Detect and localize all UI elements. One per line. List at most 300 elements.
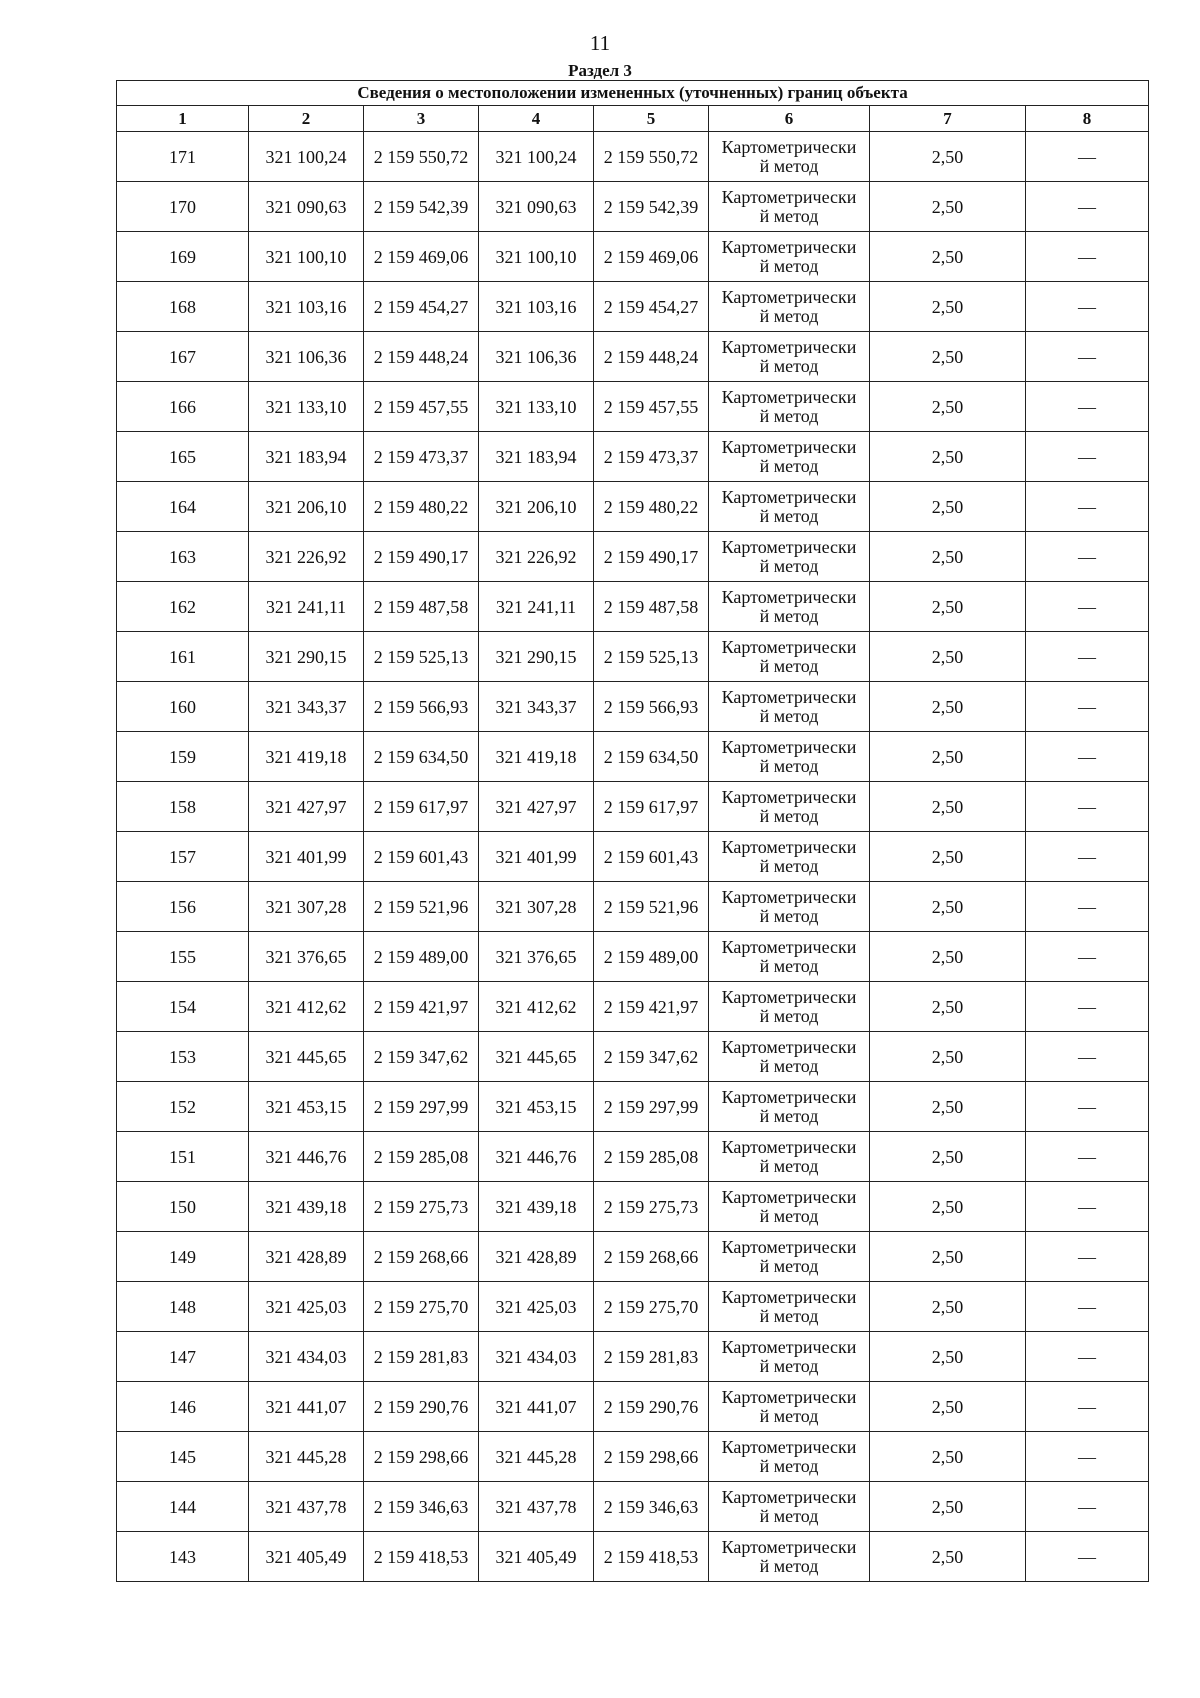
table-row: [117, 732, 1149, 782]
table-row: [117, 482, 1149, 532]
column-header: 6: [709, 106, 870, 132]
coordinate-cell: 321 434,03: [479, 1332, 594, 1382]
method-text: Картометрически: [721, 936, 857, 957]
method-text: Картометрически: [721, 636, 857, 657]
table-row: [117, 282, 1149, 332]
description-cell: —: [1026, 982, 1149, 1032]
column-header: 3: [364, 106, 479, 132]
coordinate-cell: 2 159 418,53: [364, 1532, 479, 1582]
description-cell: —: [1026, 132, 1149, 182]
method-text: Картометрически: [721, 1386, 857, 1407]
coordinate-cell: 2 159 487,58: [594, 582, 709, 632]
description-cell: —: [1026, 482, 1149, 532]
table-row: [117, 1182, 1149, 1232]
method-text: Картометрически: [721, 336, 857, 357]
coordinate-cell: 2 159 457,55: [364, 382, 479, 432]
table-row: [117, 932, 1149, 982]
coordinate-cell: 321 445,28: [249, 1432, 364, 1482]
description-cell: —: [1026, 1532, 1149, 1582]
accuracy-cell: 2,50: [870, 1282, 1026, 1332]
coordinate-cell: 2 159 487,58: [364, 582, 479, 632]
method-cell: [709, 682, 870, 732]
coordinate-cell: 321 405,49: [479, 1532, 594, 1582]
method-text: Картометрически: [721, 986, 857, 1007]
table-row: [117, 1132, 1149, 1182]
method-cell: [709, 832, 870, 882]
description-cell: —: [1026, 1482, 1149, 1532]
method-cell: [709, 182, 870, 232]
point-number-cell: 151: [117, 1132, 249, 1182]
coordinate-cell: 321 106,36: [249, 332, 364, 382]
coordinate-cell: 321 446,76: [249, 1132, 364, 1182]
method-text: Картометрически: [721, 686, 857, 707]
coordinate-cell: 2 159 285,08: [594, 1132, 709, 1182]
method-cell: [709, 282, 870, 332]
point-number-cell: 160: [117, 682, 249, 732]
table-row: [117, 632, 1149, 682]
coordinate-cell: 321 445,65: [479, 1032, 594, 1082]
coordinate-cell: 2 159 454,27: [594, 282, 709, 332]
point-number-cell: 154: [117, 982, 249, 1032]
coordinate-cell: 321 439,18: [479, 1182, 594, 1232]
accuracy-cell: 2,50: [870, 332, 1026, 382]
method-text: й метод: [759, 1455, 819, 1476]
method-text: й метод: [759, 955, 819, 976]
point-number-cell: 169: [117, 232, 249, 282]
description-cell: —: [1026, 1232, 1149, 1282]
description-cell: —: [1026, 632, 1149, 682]
table-row: [117, 582, 1149, 632]
coordinate-cell: 2 159 480,22: [364, 482, 479, 532]
method-text: й метод: [759, 1155, 819, 1176]
method-cell: [709, 1482, 870, 1532]
coordinate-cell: 321 307,28: [249, 882, 364, 932]
method-text: Картометрически: [721, 1286, 857, 1307]
table-row: [117, 1082, 1149, 1132]
method-text: й метод: [759, 355, 819, 376]
description-cell: —: [1026, 382, 1149, 432]
description-cell: —: [1026, 332, 1149, 382]
description-cell: —: [1026, 882, 1149, 932]
method-cell: [709, 1182, 870, 1232]
description-cell: —: [1026, 182, 1149, 232]
method-cell: [709, 1332, 870, 1382]
coordinate-cell: 321 343,37: [249, 682, 364, 732]
method-text: Картометрически: [721, 786, 857, 807]
point-number-cell: 168: [117, 282, 249, 332]
accuracy-cell: 2,50: [870, 632, 1026, 682]
table-row: [117, 182, 1149, 232]
coordinate-cell: 2 159 346,63: [594, 1482, 709, 1532]
table-body: [117, 132, 1149, 1582]
table-title: Сведения о местоположении измененных (уточненных) границ объекта: [117, 81, 1149, 106]
coordinate-cell: 2 159 634,50: [594, 732, 709, 782]
accuracy-cell: 2,50: [870, 182, 1026, 232]
coordinate-cell: 2 159 550,72: [364, 132, 479, 182]
coordinate-cell: 321 412,62: [479, 982, 594, 1032]
table-row: [117, 132, 1149, 182]
method-cell: [709, 332, 870, 382]
table-row: [117, 832, 1149, 882]
accuracy-cell: 2,50: [870, 1032, 1026, 1082]
coordinate-cell: 2 159 457,55: [594, 382, 709, 432]
coordinate-cell: 2 159 521,96: [364, 882, 479, 932]
method-text: й метод: [759, 1055, 819, 1076]
coordinate-cell: 321 103,16: [479, 282, 594, 332]
method-cell: [709, 1382, 870, 1432]
table-title-row: [117, 81, 1149, 106]
description-cell: —: [1026, 832, 1149, 882]
table-row: [117, 1232, 1149, 1282]
coordinate-cell: 321 428,89: [479, 1232, 594, 1282]
table-row: [117, 1332, 1149, 1382]
accuracy-cell: 2,50: [870, 432, 1026, 482]
coordinate-cell: 321 100,24: [249, 132, 364, 182]
coordinate-cell: 321 401,99: [479, 832, 594, 882]
point-number-cell: 148: [117, 1282, 249, 1332]
coordinate-cell: 2 159 421,97: [364, 982, 479, 1032]
coordinate-cell: 2 159 550,72: [594, 132, 709, 182]
coordinate-cell: 321 376,65: [249, 932, 364, 982]
coordinate-cell: 321 226,92: [479, 532, 594, 582]
method-text: Картометрически: [721, 186, 857, 207]
point-number-cell: 165: [117, 432, 249, 482]
coordinate-cell: 321 427,97: [479, 782, 594, 832]
coordinate-cell: 321 206,10: [479, 482, 594, 532]
point-number-cell: 153: [117, 1032, 249, 1082]
coordinate-cell: 321 425,03: [479, 1282, 594, 1332]
coordinate-cell: 321 453,15: [249, 1082, 364, 1132]
method-cell: [709, 732, 870, 782]
description-cell: —: [1026, 1382, 1149, 1432]
accuracy-cell: 2,50: [870, 932, 1026, 982]
coordinate-cell: 2 159 473,37: [594, 432, 709, 482]
accuracy-cell: 2,50: [870, 732, 1026, 782]
coordinate-cell: 2 159 490,17: [594, 532, 709, 582]
table-row: [117, 1482, 1149, 1532]
accuracy-cell: 2,50: [870, 382, 1026, 432]
coordinates-table: [116, 80, 1149, 1582]
coordinate-cell: 2 159 268,66: [364, 1232, 479, 1282]
coordinate-cell: 2 159 285,08: [364, 1132, 479, 1182]
accuracy-cell: 2,50: [870, 782, 1026, 832]
coordinate-cell: 321 437,78: [249, 1482, 364, 1532]
description-cell: —: [1026, 282, 1149, 332]
coordinate-cell: 321 183,94: [249, 432, 364, 482]
accuracy-cell: 2,50: [870, 1482, 1026, 1532]
accuracy-cell: 2,50: [870, 282, 1026, 332]
coordinate-cell: 321 183,94: [479, 432, 594, 482]
method-cell: [709, 882, 870, 932]
method-text: Картометрически: [721, 1136, 857, 1157]
method-text: Картометрически: [721, 1486, 857, 1507]
coordinate-cell: 321 437,78: [479, 1482, 594, 1532]
coordinate-cell: 321 241,11: [479, 582, 594, 632]
accuracy-cell: 2,50: [870, 482, 1026, 532]
coordinate-cell: 321 446,76: [479, 1132, 594, 1182]
method-text: й метод: [759, 1255, 819, 1276]
method-text: й метод: [759, 605, 819, 626]
coordinate-cell: 2 159 490,17: [364, 532, 479, 582]
coordinate-cell: 2 159 290,76: [364, 1382, 479, 1432]
method-text: й метод: [759, 805, 819, 826]
column-header: 7: [870, 106, 1026, 132]
coordinate-cell: 321 290,15: [249, 632, 364, 682]
coordinate-cell: 321 290,15: [479, 632, 594, 682]
coordinate-cell: 321 439,18: [249, 1182, 364, 1232]
method-text: Картометрически: [721, 1536, 857, 1557]
table-row: [117, 1532, 1149, 1582]
accuracy-cell: 2,50: [870, 232, 1026, 282]
point-number-cell: 144: [117, 1482, 249, 1532]
point-number-cell: 147: [117, 1332, 249, 1382]
coordinate-cell: 2 159 298,66: [594, 1432, 709, 1482]
coordinate-cell: 321 445,65: [249, 1032, 364, 1082]
description-cell: —: [1026, 932, 1149, 982]
coordinate-cell: 321 133,10: [479, 382, 594, 432]
accuracy-cell: 2,50: [870, 1382, 1026, 1432]
point-number-cell: 159: [117, 732, 249, 782]
method-text: й метод: [759, 205, 819, 226]
coordinate-cell: 2 159 281,83: [364, 1332, 479, 1382]
coordinate-cell: 321 343,37: [479, 682, 594, 732]
coordinate-cell: 321 419,18: [249, 732, 364, 782]
method-text: Картометрически: [721, 136, 857, 157]
method-text: й метод: [759, 1305, 819, 1326]
method-text: й метод: [759, 655, 819, 676]
table-row: [117, 1382, 1149, 1432]
point-number-cell: 152: [117, 1082, 249, 1132]
coordinate-cell: 2 159 347,62: [594, 1032, 709, 1082]
coordinate-cell: 2 159 473,37: [364, 432, 479, 482]
method-text: Картометрически: [721, 1186, 857, 1207]
coordinate-cell: 321 419,18: [479, 732, 594, 782]
point-number-cell: 171: [117, 132, 249, 182]
coordinate-cell: 321 425,03: [249, 1282, 364, 1332]
coordinate-cell: 2 159 454,27: [364, 282, 479, 332]
accuracy-cell: 2,50: [870, 1132, 1026, 1182]
method-text: й метод: [759, 1355, 819, 1376]
point-number-cell: 158: [117, 782, 249, 832]
accuracy-cell: 2,50: [870, 1232, 1026, 1282]
coordinate-cell: 321 453,15: [479, 1082, 594, 1132]
table-row: [117, 532, 1149, 582]
coordinate-cell: 321 241,11: [249, 582, 364, 632]
method-text: й метод: [759, 1505, 819, 1526]
method-text: Картометрически: [721, 1336, 857, 1357]
method-text: Картометрически: [721, 486, 857, 507]
description-cell: —: [1026, 732, 1149, 782]
method-text: й метод: [759, 455, 819, 476]
coordinate-cell: 321 100,10: [249, 232, 364, 282]
coordinate-cell: 321 307,28: [479, 882, 594, 932]
coordinate-cell: 321 106,36: [479, 332, 594, 382]
coordinate-cell: 2 159 268,66: [594, 1232, 709, 1282]
coordinate-cell: 2 159 298,66: [364, 1432, 479, 1482]
method-text: Картометрически: [721, 886, 857, 907]
coordinate-cell: 2 159 469,06: [364, 232, 479, 282]
column-header: 1: [117, 106, 249, 132]
coordinate-cell: 2 159 275,73: [594, 1182, 709, 1232]
method-cell: [709, 1082, 870, 1132]
description-cell: —: [1026, 1282, 1149, 1332]
table-row: [117, 382, 1149, 432]
coordinate-cell: 321 100,24: [479, 132, 594, 182]
coordinate-cell: 321 103,16: [249, 282, 364, 332]
method-cell: [709, 1132, 870, 1182]
method-text: Картометрически: [721, 436, 857, 457]
accuracy-cell: 2,50: [870, 582, 1026, 632]
coordinate-cell: 2 159 469,06: [594, 232, 709, 282]
table-row: [117, 782, 1149, 832]
column-header: 8: [1026, 106, 1149, 132]
description-cell: —: [1026, 232, 1149, 282]
description-cell: —: [1026, 432, 1149, 482]
coordinate-cell: 2 159 542,39: [594, 182, 709, 232]
method-cell: [709, 632, 870, 682]
description-cell: —: [1026, 782, 1149, 832]
accuracy-cell: 2,50: [870, 882, 1026, 932]
coordinate-cell: 2 159 290,76: [594, 1382, 709, 1432]
method-cell: [709, 582, 870, 632]
point-number-cell: 143: [117, 1532, 249, 1582]
method-text: й метод: [759, 1555, 819, 1576]
method-text: й метод: [759, 305, 819, 326]
table-row: [117, 432, 1149, 482]
table-row: [117, 882, 1149, 932]
coordinate-cell: 321 090,63: [479, 182, 594, 232]
coordinate-cell: 2 159 525,13: [364, 632, 479, 682]
method-cell: [709, 232, 870, 282]
coordinate-cell: 2 159 525,13: [594, 632, 709, 682]
method-text: Картометрически: [721, 836, 857, 857]
coordinate-cell: 321 401,99: [249, 832, 364, 882]
coordinate-cell: 2 159 275,73: [364, 1182, 479, 1232]
coordinate-cell: 321 427,97: [249, 782, 364, 832]
point-number-cell: 164: [117, 482, 249, 532]
accuracy-cell: 2,50: [870, 132, 1026, 182]
coordinate-cell: 321 405,49: [249, 1532, 364, 1582]
coordinate-cell: 2 159 634,50: [364, 732, 479, 782]
coordinate-cell: 321 428,89: [249, 1232, 364, 1282]
description-cell: —: [1026, 682, 1149, 732]
table-row: [117, 232, 1149, 282]
column-header: 5: [594, 106, 709, 132]
method-text: й метод: [759, 1405, 819, 1426]
description-cell: —: [1026, 1182, 1149, 1232]
method-text: Картометрически: [721, 236, 857, 257]
method-text: й метод: [759, 855, 819, 876]
coordinate-cell: 2 159 480,22: [594, 482, 709, 532]
coordinate-cell: 2 159 521,96: [594, 882, 709, 932]
coordinate-cell: 2 159 346,63: [364, 1482, 479, 1532]
method-text: Картометрически: [721, 286, 857, 307]
coordinate-cell: 321 376,65: [479, 932, 594, 982]
coordinate-cell: 321 441,07: [479, 1382, 594, 1432]
method-text: й метод: [759, 505, 819, 526]
point-number-cell: 157: [117, 832, 249, 882]
method-cell: [709, 982, 870, 1032]
method-text: й метод: [759, 555, 819, 576]
point-number-cell: 167: [117, 332, 249, 382]
column-header: 2: [249, 106, 364, 132]
method-text: й метод: [759, 1005, 819, 1026]
point-number-cell: 161: [117, 632, 249, 682]
coordinate-cell: 2 159 281,83: [594, 1332, 709, 1382]
coordinate-cell: 321 100,10: [479, 232, 594, 282]
coordinate-cell: 321 441,07: [249, 1382, 364, 1432]
method-text: Картометрически: [721, 1236, 857, 1257]
table-row: [117, 682, 1149, 732]
coordinate-cell: 2 159 275,70: [594, 1282, 709, 1332]
point-number-cell: 163: [117, 532, 249, 582]
coordinate-cell: 2 159 566,93: [594, 682, 709, 732]
point-number-cell: 155: [117, 932, 249, 982]
accuracy-cell: 2,50: [870, 1082, 1026, 1132]
point-number-cell: 149: [117, 1232, 249, 1282]
method-text: й метод: [759, 405, 819, 426]
coordinate-cell: 321 133,10: [249, 382, 364, 432]
coordinate-cell: 2 159 418,53: [594, 1532, 709, 1582]
method-text: й метод: [759, 905, 819, 926]
method-cell: [709, 132, 870, 182]
coordinate-cell: 2 159 566,93: [364, 682, 479, 732]
coordinate-cell: 321 412,62: [249, 982, 364, 1032]
method-cell: [709, 482, 870, 532]
point-number-cell: 156: [117, 882, 249, 932]
table-row: [117, 1432, 1149, 1482]
table-row: [117, 332, 1149, 382]
method-cell: [709, 1232, 870, 1282]
coordinate-cell: 2 159 297,99: [594, 1082, 709, 1132]
description-cell: —: [1026, 582, 1149, 632]
accuracy-cell: 2,50: [870, 832, 1026, 882]
description-cell: —: [1026, 1032, 1149, 1082]
column-header: 4: [479, 106, 594, 132]
coordinate-cell: 2 159 421,97: [594, 982, 709, 1032]
coordinate-cell: 2 159 489,00: [364, 932, 479, 982]
method-text: й метод: [759, 1205, 819, 1226]
coordinate-cell: 321 226,92: [249, 532, 364, 582]
coordinate-cell: 2 159 489,00: [594, 932, 709, 982]
method-text: Картометрически: [721, 1086, 857, 1107]
method-text: й метод: [759, 255, 819, 276]
coordinate-cell: 2 159 617,97: [594, 782, 709, 832]
method-cell: [709, 1432, 870, 1482]
section-title: Раздел 3: [568, 61, 632, 80]
column-header-row: [117, 106, 1149, 132]
description-cell: —: [1026, 1082, 1149, 1132]
method-cell: [709, 432, 870, 482]
coordinate-cell: 2 159 275,70: [364, 1282, 479, 1332]
method-cell: [709, 1282, 870, 1332]
point-number-cell: 146: [117, 1382, 249, 1432]
description-cell: —: [1026, 532, 1149, 582]
method-cell: [709, 1032, 870, 1082]
method-text: Картометрически: [721, 1436, 857, 1457]
point-number-cell: 150: [117, 1182, 249, 1232]
method-cell: [709, 932, 870, 982]
method-text: Картометрически: [721, 736, 857, 757]
coordinate-cell: 321 090,63: [249, 182, 364, 232]
coordinate-cell: 2 159 347,62: [364, 1032, 479, 1082]
coordinate-cell: 321 434,03: [249, 1332, 364, 1382]
table-row: [117, 1282, 1149, 1332]
method-text: й метод: [759, 155, 819, 176]
point-number-cell: 170: [117, 182, 249, 232]
method-text: Картометрически: [721, 386, 857, 407]
method-cell: [709, 382, 870, 432]
